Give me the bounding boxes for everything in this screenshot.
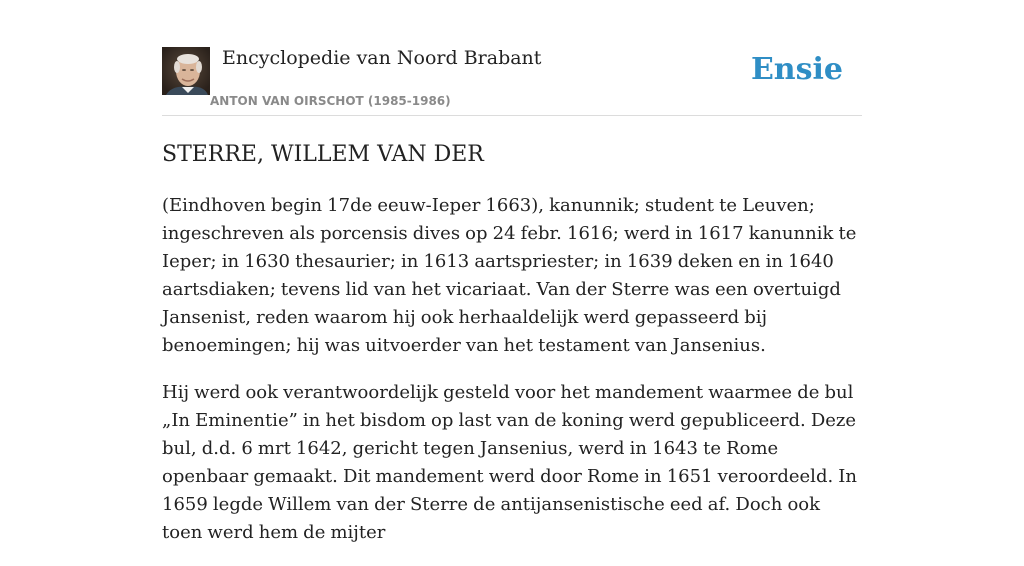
entry-body [162,192,862,566]
entry-paragraph: (Eindhoven begin 17de eeuw-Ieper 1663), kanunnik; student te Leuven; ingeschreven als porcensis dives op 24 febr. 1616; werd in 1617 kanunnik te Ieper; in 1630 thesaurier; in 1613 aartspriester; in 1639 deken en in 1640 aartsdiaken; tevens lid van het vicariaat. Van der Sterre was een overtuigd Jansenist, reden waarom hij ook herhaaldelijk werd gepasseerd bij benoemingen; hij was uitvoerder van het testament van Jansenius. [162,195,857,356]
article-container [162,0,862,543]
entry-title: STERRE, WILLEM VAN DER [162,142,484,167]
entry-paragraph: Hij werd ook verantwoordelijk gesteld voor het mandement waarmee de bul „In Eminentie” in het bisdom op last van de koning werd gepubliceerd. Deze bul, d.d. 6 mrt 1642, gericht tegen Jansenius, werd in 1643 te Rome openbaar gemaakt. Dit mandement werd door Rome in 1651 veroordeeld. In 1659 legde Willem van der Sterre de antijansenistische eed af. Doch ook toen werd hem de mijter [162,382,858,543]
article-header [162,0,862,116]
author-portrait-icon[interactable] [162,47,210,95]
source-title[interactable]: Encyclopedie van Noord Brabant [222,47,542,69]
ensie-logo[interactable]: Ensie [750,52,843,87]
author-name[interactable]: ANTON VAN OIRSCHOT (1985-1986) [210,94,451,108]
